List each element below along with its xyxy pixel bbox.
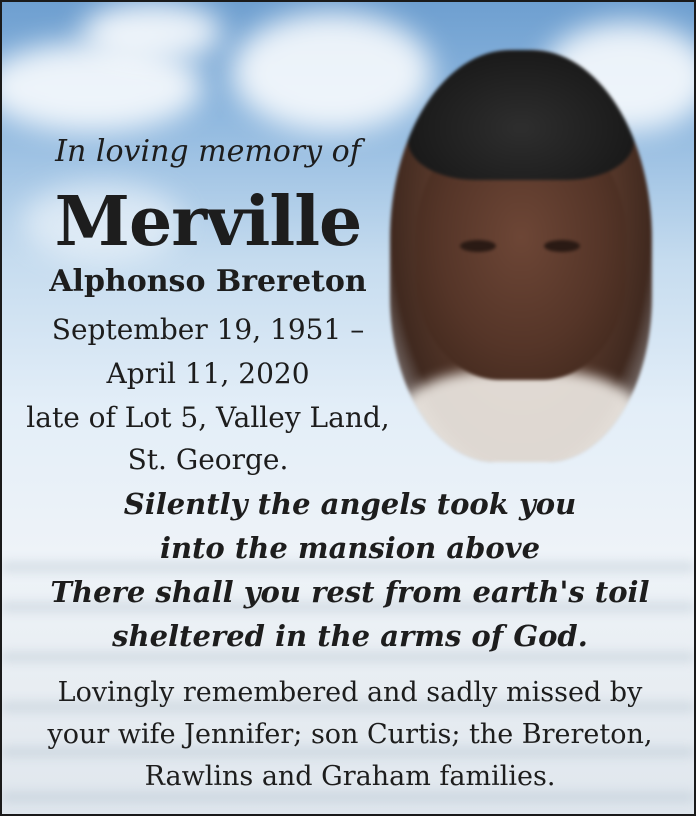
birth-date: September 19, 1951 –	[51, 313, 365, 346]
death-date: April 11, 2020	[106, 357, 310, 390]
portrait-hair	[408, 50, 634, 180]
intro-text: In loving memory of	[55, 134, 361, 169]
remembrance-line: Lovingly remembered and sadly missed by	[57, 677, 643, 708]
address-line-1: late of Lot 5, Valley Land,	[26, 401, 390, 434]
poem-line: into the mansion above	[159, 531, 541, 565]
portrait-photo	[390, 50, 652, 462]
address-line-2: St. George.	[127, 443, 289, 476]
portrait-shirt	[400, 370, 640, 462]
remembrance-line: your wife Jennifer; son Curtis; the Brereton,	[47, 719, 653, 750]
portrait-right-eye	[544, 240, 580, 252]
middle-last-name: Alphonso Brereton	[49, 264, 367, 299]
poem-line: There shall you rest from earth's toil	[50, 575, 650, 609]
poem-line: Silently the angels took you	[123, 487, 577, 521]
poem-line: sheltered in the arms of God.	[112, 619, 588, 653]
portrait-left-eye	[460, 240, 496, 252]
first-name: Merville	[54, 182, 362, 262]
remembrance-line: Rawlins and Graham families.	[144, 761, 556, 792]
